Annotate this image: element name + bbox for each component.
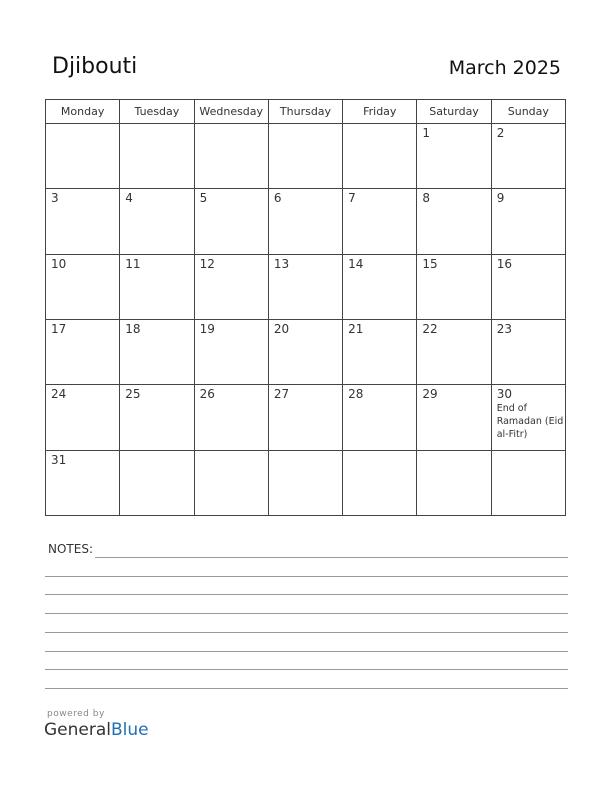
note-line bbox=[45, 613, 568, 614]
day-number bbox=[46, 124, 119, 126]
day-number: 12 bbox=[199, 256, 215, 271]
day-cell bbox=[417, 319, 491, 384]
day-cell bbox=[343, 319, 417, 384]
day-number: 20 bbox=[273, 321, 290, 336]
brand-logo bbox=[44, 720, 149, 740]
day-cell bbox=[343, 254, 417, 319]
day-number: 9 bbox=[496, 191, 505, 206]
day-cell bbox=[120, 124, 194, 189]
note-line bbox=[45, 688, 568, 689]
day-cell bbox=[46, 254, 120, 319]
day-cell bbox=[268, 450, 342, 515]
day-number bbox=[492, 451, 565, 453]
day-cell bbox=[491, 319, 565, 384]
calendar-grid bbox=[45, 99, 566, 516]
note-line bbox=[45, 669, 568, 670]
powered-by-text: powered by bbox=[47, 709, 105, 719]
day-number: 17 bbox=[51, 321, 67, 336]
week-row bbox=[46, 124, 566, 189]
holiday-label: End of Ramadan (Eid al-Fitr) bbox=[496, 403, 564, 441]
day-cell bbox=[268, 385, 342, 450]
weekday-header: Thursday bbox=[268, 100, 342, 124]
day-number: 6 bbox=[273, 191, 282, 206]
day-number: 11 bbox=[125, 256, 141, 271]
note-line bbox=[45, 576, 568, 577]
day-cell bbox=[120, 319, 194, 384]
day-number bbox=[195, 451, 268, 453]
day-number bbox=[120, 124, 193, 126]
day-number bbox=[120, 451, 193, 453]
day-cell bbox=[491, 450, 565, 515]
day-number: 4 bbox=[125, 191, 133, 206]
weekday-header: Tuesday bbox=[120, 100, 194, 124]
day-number: 16 bbox=[496, 256, 512, 271]
weekday-header: Wednesday bbox=[194, 100, 268, 124]
weekday-header: Monday bbox=[46, 100, 120, 124]
day-number bbox=[417, 451, 490, 453]
day-cell bbox=[268, 189, 342, 254]
note-line bbox=[45, 632, 568, 633]
brand-name-blue: Blue bbox=[111, 720, 149, 740]
day-number: 25 bbox=[125, 387, 141, 402]
day-number: 1 bbox=[422, 126, 431, 140]
day-number: 10 bbox=[51, 256, 67, 271]
day-number: 19 bbox=[199, 321, 215, 336]
day-number bbox=[269, 451, 342, 453]
day-cell bbox=[417, 189, 491, 254]
day-number: 2 bbox=[496, 126, 505, 140]
day-number: 24 bbox=[51, 387, 67, 402]
month-year-title: March 2025 bbox=[448, 57, 561, 79]
brand-name-general: General bbox=[44, 720, 111, 740]
day-number: 30 bbox=[496, 387, 512, 402]
day-cell bbox=[491, 254, 565, 319]
note-line bbox=[45, 594, 568, 595]
day-cell bbox=[46, 319, 120, 384]
day-number: 3 bbox=[51, 191, 59, 206]
day-number bbox=[343, 124, 416, 126]
day-cell bbox=[194, 189, 268, 254]
day-number: 7 bbox=[348, 191, 356, 206]
week-row bbox=[46, 189, 566, 254]
weekday-header: Saturday bbox=[417, 100, 491, 124]
day-cell bbox=[268, 124, 342, 189]
day-number bbox=[269, 124, 342, 126]
country-title: Djibouti bbox=[52, 54, 138, 79]
day-cell bbox=[343, 189, 417, 254]
day-cell bbox=[194, 385, 268, 450]
day-number bbox=[195, 124, 268, 126]
weekday-header-row bbox=[46, 100, 566, 124]
day-cell bbox=[268, 254, 342, 319]
day-cell bbox=[120, 450, 194, 515]
note-line bbox=[45, 651, 568, 652]
day-number: 31 bbox=[51, 452, 67, 467]
day-number: 27 bbox=[273, 387, 290, 402]
day-cell bbox=[120, 385, 194, 450]
day-number: 13 bbox=[273, 256, 290, 271]
notes-label: NOTES: bbox=[48, 542, 93, 556]
day-number: 22 bbox=[422, 321, 438, 336]
day-cell bbox=[343, 124, 417, 189]
week-row bbox=[46, 450, 566, 515]
day-number: 18 bbox=[125, 321, 141, 336]
day-cell bbox=[491, 385, 565, 450]
day-number: 28 bbox=[348, 387, 364, 402]
day-cell bbox=[491, 124, 565, 189]
week-row bbox=[46, 319, 566, 384]
day-number: 5 bbox=[199, 191, 208, 206]
day-cell bbox=[194, 450, 268, 515]
weekday-header: Sunday bbox=[491, 100, 565, 124]
day-cell bbox=[343, 450, 417, 515]
day-cell bbox=[491, 189, 565, 254]
day-cell bbox=[46, 124, 120, 189]
day-cell bbox=[417, 254, 491, 319]
day-cell bbox=[417, 124, 491, 189]
day-number: 21 bbox=[348, 321, 364, 336]
day-cell bbox=[194, 124, 268, 189]
day-number: 29 bbox=[422, 387, 438, 402]
day-cell bbox=[46, 189, 120, 254]
day-cell bbox=[417, 450, 491, 515]
day-cell bbox=[46, 385, 120, 450]
day-number: 14 bbox=[348, 256, 364, 271]
day-cell bbox=[343, 385, 417, 450]
weekday-header: Friday bbox=[343, 100, 417, 124]
day-cell bbox=[268, 319, 342, 384]
day-number bbox=[343, 451, 416, 453]
day-number: 8 bbox=[422, 191, 431, 206]
day-number: 23 bbox=[496, 321, 512, 336]
week-row bbox=[46, 385, 566, 450]
note-line bbox=[95, 557, 568, 558]
day-cell bbox=[194, 254, 268, 319]
day-cell bbox=[194, 319, 268, 384]
day-cell bbox=[120, 189, 194, 254]
day-number: 15 bbox=[422, 256, 438, 271]
day-cell bbox=[120, 254, 194, 319]
day-number: 26 bbox=[199, 387, 215, 402]
day-cell bbox=[417, 385, 491, 450]
day-cell bbox=[46, 450, 120, 515]
week-row bbox=[46, 254, 566, 319]
